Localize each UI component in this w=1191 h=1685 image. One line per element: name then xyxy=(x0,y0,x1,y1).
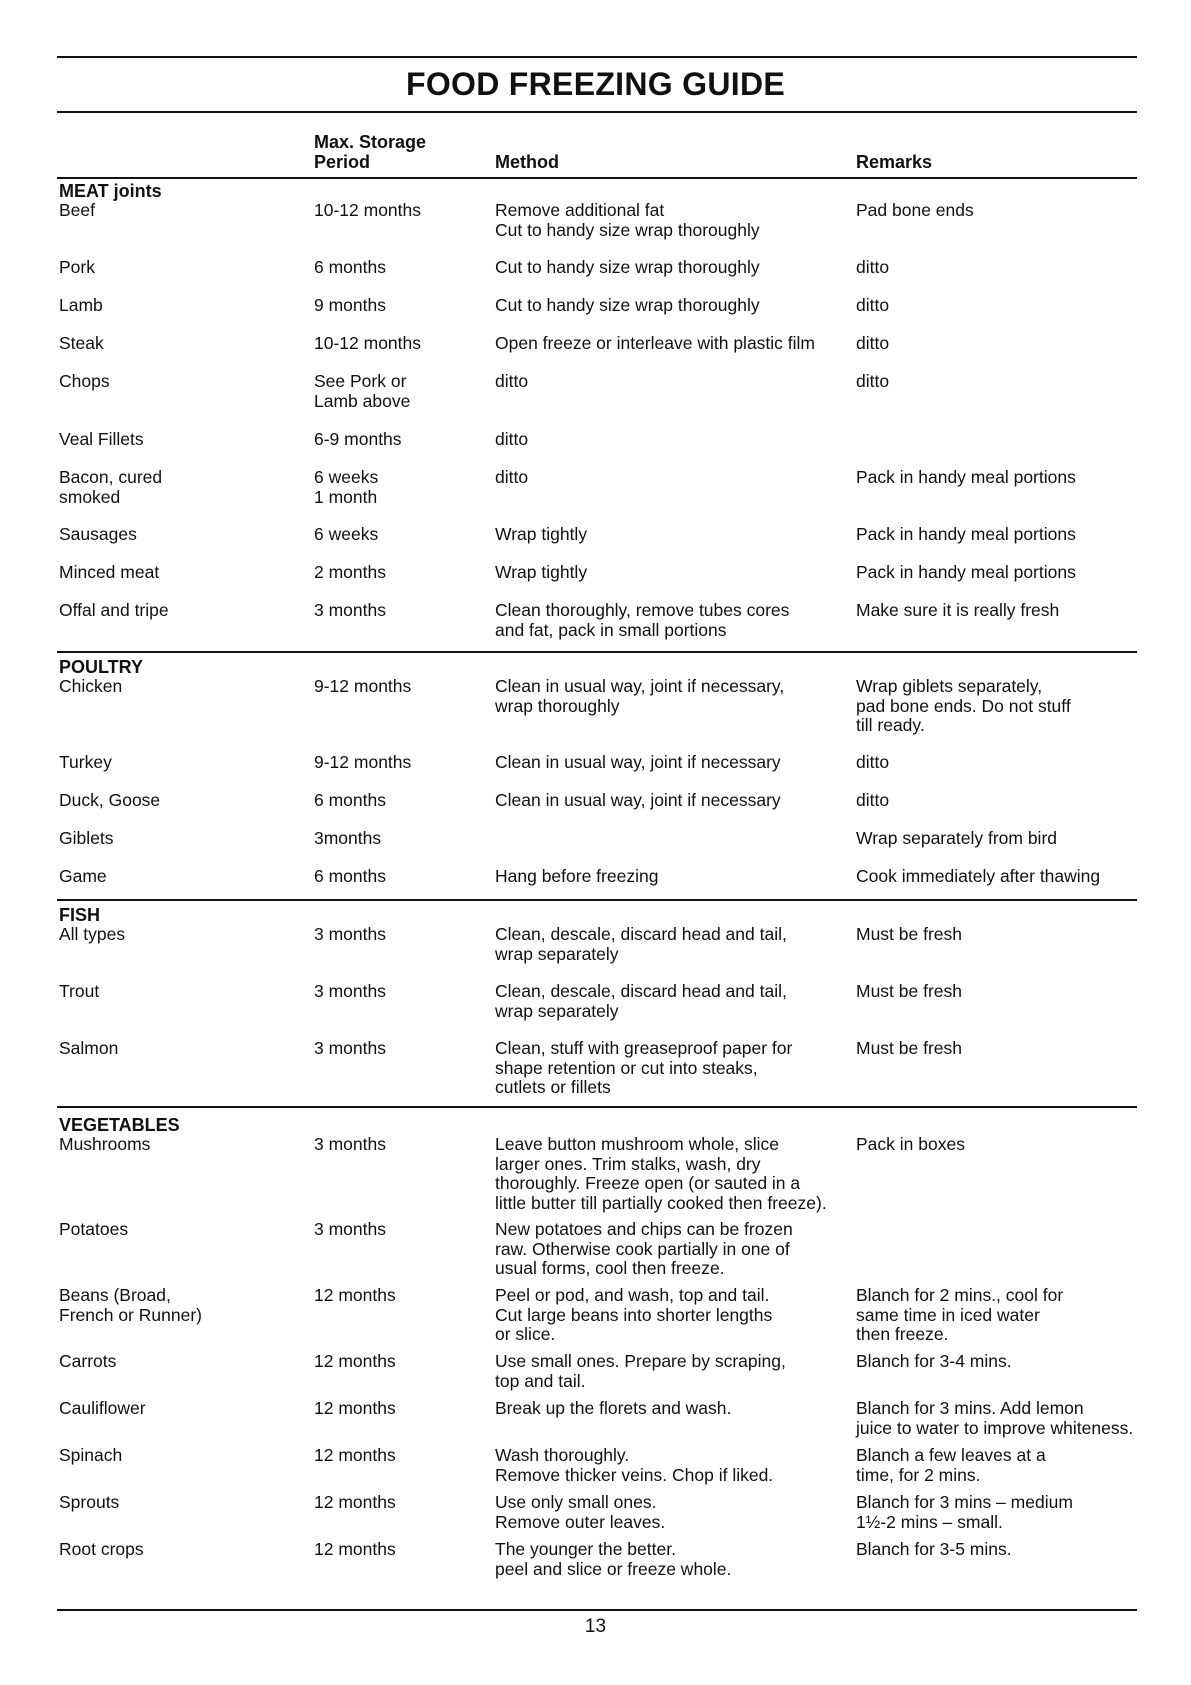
table-cell-item: Root crops xyxy=(59,1539,144,1559)
table-cell-method: Clean in usual way, joint if necessary xyxy=(495,752,781,772)
table-cell-period: 12 months xyxy=(314,1445,396,1465)
table-cell-method: Remove additional fat Cut to handy size wrap thoroughly xyxy=(495,200,760,240)
table-cell-method: Clean, stuff with greaseproof paper for shape retention or cut into steaks, cutlets or fillets xyxy=(495,1038,793,1097)
table-cell-method: The younger the better. peel and slice or freeze whole. xyxy=(495,1539,732,1579)
page-title: FOOD FREEZING GUIDE xyxy=(405,66,786,102)
table-cell-item: Potatoes xyxy=(59,1219,129,1239)
section-divider xyxy=(57,899,1137,901)
table-cell-method: Clean, descale, discard head and tail, wrap separately xyxy=(495,924,787,964)
table-cell-period: 9-12 months xyxy=(314,676,412,696)
table-cell-period: 3 months xyxy=(314,1219,386,1239)
table-cell-item: Salmon xyxy=(59,1038,119,1058)
header-storage: Max. Storage Period xyxy=(314,132,427,172)
table-cell-method: Leave button mushroom whole, slice larger ones. Trim stalks, wash, dry thoroughly. Freeze open (or sauted in a little butter till partially cooked then freeze). xyxy=(495,1134,827,1213)
table-cell-period: See Pork or Lamb above xyxy=(314,371,411,411)
top-rule xyxy=(57,56,1137,58)
table-cell-remarks: Blanch for 3 mins. Add lemon juice to water to improve whiteness. xyxy=(856,1398,1134,1438)
table-cell-item: Offal and tripe xyxy=(59,600,169,620)
table-cell-period: 12 months xyxy=(314,1398,396,1418)
table-cell-period: 12 months xyxy=(314,1539,396,1559)
table-cell-remarks: Pack in boxes xyxy=(856,1134,965,1154)
table-cell-item: Beef xyxy=(59,200,95,220)
table-cell-item: Turkey xyxy=(59,752,112,772)
table-cell-item: Game xyxy=(59,866,107,886)
table-cell-method: Wrap tightly xyxy=(495,562,588,582)
table-cell-remarks: Blanch for 2 mins., cool for same time in iced water then freeze. xyxy=(856,1285,1064,1344)
table-cell-remarks: Blanch a few leaves at a time, for 2 mins. xyxy=(856,1445,1046,1485)
table-cell-item: All types xyxy=(59,924,126,944)
table-cell-period: 6 months xyxy=(314,790,386,810)
table-cell-remarks: Blanch for 3-5 mins. xyxy=(856,1539,1012,1559)
table-cell-period: 3 months xyxy=(314,1038,386,1058)
table-cell-period: 3 months xyxy=(314,981,386,1001)
table-cell-period: 10-12 months xyxy=(314,333,422,353)
table-cell-period: 6 months xyxy=(314,866,386,886)
page-number: 13 xyxy=(584,1616,607,1637)
table-cell-method: Break up the florets and wash. xyxy=(495,1398,732,1418)
table-cell-item: Duck, Goose xyxy=(59,790,161,810)
table-cell-remarks: Wrap giblets separately, pad bone ends. Do not stuff till ready. xyxy=(856,676,1071,735)
table-cell-method: Peel or pod, and wash, top and tail. Cut large beans into shorter lengths or slice. xyxy=(495,1285,773,1344)
table-cell-method: Clean, descale, discard head and tail, wrap separately xyxy=(495,981,787,1021)
table-cell-method: Clean in usual way, joint if necessary xyxy=(495,790,781,810)
table-cell-item: Chicken xyxy=(59,676,123,696)
section-heading: VEGETABLES xyxy=(59,1115,180,1135)
table-cell-period: 3 months xyxy=(314,1134,386,1154)
table-cell-item: Trout xyxy=(59,981,100,1001)
table-cell-method: Cut to handy size wrap thoroughly xyxy=(495,257,760,277)
table-cell-method: Clean thoroughly, remove tubes cores and fat, pack in small portions xyxy=(495,600,790,640)
table-cell-remarks: ditto xyxy=(856,333,890,353)
table-cell-method: Wrap tightly xyxy=(495,524,588,544)
section-divider xyxy=(57,651,1137,653)
table-cell-item: Pork xyxy=(59,257,95,277)
table-cell-period: 12 months xyxy=(314,1351,396,1371)
section-heading: MEAT joints xyxy=(59,181,162,201)
table-cell-remarks: Pack in handy meal portions xyxy=(856,524,1076,544)
table-cell-period: 9-12 months xyxy=(314,752,412,772)
table-cell-remarks: Pack in handy meal portions xyxy=(856,467,1076,487)
table-cell-item: Sprouts xyxy=(59,1492,120,1512)
table-cell-remarks: Must be fresh xyxy=(856,1038,963,1058)
table-cell-remarks: ditto xyxy=(856,257,890,277)
table-cell-period: 12 months xyxy=(314,1492,396,1512)
table-cell-period: 9 months xyxy=(314,295,386,315)
table-cell-period: 10-12 months xyxy=(314,200,422,220)
table-cell-period: 3 months xyxy=(314,600,386,620)
table-cell-method: Open freeze or interleave with plastic film xyxy=(495,333,815,353)
table-cell-period: 6-9 months xyxy=(314,429,402,449)
table-cell-remarks: Wrap separately from bird xyxy=(856,828,1058,848)
table-cell-remarks: Cook immediately after thawing xyxy=(856,866,1101,886)
table-cell-method: Cut to handy size wrap thoroughly xyxy=(495,295,760,315)
table-cell-remarks: Blanch for 3 mins – medium 1½-2 mins – small. xyxy=(856,1492,1073,1532)
table-cell-method: New potatoes and chips can be frozen raw. Otherwise cook partially in one of usual forms, cool then freeze. xyxy=(495,1219,793,1278)
table-cell-method: Wash thoroughly. Remove thicker veins. Chop if liked. xyxy=(495,1445,774,1485)
table-cell-remarks: Make sure it is really fresh xyxy=(856,600,1060,620)
header-rule xyxy=(57,177,1137,179)
table-cell-item: Bacon, cured smoked xyxy=(59,467,163,507)
title-rule xyxy=(57,111,1137,113)
table-cell-remarks: Pad bone ends xyxy=(856,200,974,220)
table-cell-item: Chops xyxy=(59,371,110,391)
table-cell-item: Cauliflower xyxy=(59,1398,146,1418)
section-divider xyxy=(57,1106,1137,1108)
table-cell-remarks: Pack in handy meal portions xyxy=(856,562,1076,582)
table-cell-remarks: Must be fresh xyxy=(856,981,963,1001)
table-cell-period: 3months xyxy=(314,828,382,848)
header-remarks: Remarks xyxy=(856,152,933,172)
table-cell-item: Beans (Broad, French or Runner) xyxy=(59,1285,202,1325)
table-cell-method: Clean in usual way, joint if necessary, wrap thoroughly xyxy=(495,676,785,716)
table-cell-item: Minced meat xyxy=(59,562,160,582)
table-cell-item: Mushrooms xyxy=(59,1134,151,1154)
table-cell-item: Spinach xyxy=(59,1445,123,1465)
table-cell-period: 6 months xyxy=(314,257,386,277)
header-method: Method xyxy=(495,152,559,172)
table-cell-method: ditto xyxy=(495,371,529,391)
table-cell-remarks: ditto xyxy=(856,295,890,315)
table-cell-period: 6 weeks xyxy=(314,524,379,544)
table-cell-item: Sausages xyxy=(59,524,137,544)
section-heading: FISH xyxy=(59,905,101,925)
table-cell-remarks: ditto xyxy=(856,752,890,772)
table-cell-remarks: ditto xyxy=(856,790,890,810)
table-cell-method: Use small ones. Prepare by scraping, top and tail. xyxy=(495,1351,786,1391)
table-cell-method: ditto xyxy=(495,467,529,487)
table-cell-item: Steak xyxy=(59,333,104,353)
table-cell-period: 12 months xyxy=(314,1285,396,1305)
table-cell-item: Giblets xyxy=(59,828,114,848)
table-cell-item: Carrots xyxy=(59,1351,117,1371)
bottom-rule xyxy=(57,1609,1137,1611)
table-cell-remarks: Blanch for 3-4 mins. xyxy=(856,1351,1012,1371)
table-cell-remarks: ditto xyxy=(856,371,890,391)
table-cell-method: Use only small ones. Remove outer leaves. xyxy=(495,1492,666,1532)
table-cell-period: 6 weeks 1 month xyxy=(314,467,379,507)
table-cell-method: ditto xyxy=(495,429,529,449)
table-cell-period: 3 months xyxy=(314,924,386,944)
table-cell-item: Lamb xyxy=(59,295,103,315)
table-cell-item: Veal Fillets xyxy=(59,429,144,449)
table-cell-method: Hang before freezing xyxy=(495,866,659,886)
table-cell-remarks: Must be fresh xyxy=(856,924,963,944)
section-heading: POULTRY xyxy=(59,657,143,677)
table-cell-period: 2 months xyxy=(314,562,386,582)
